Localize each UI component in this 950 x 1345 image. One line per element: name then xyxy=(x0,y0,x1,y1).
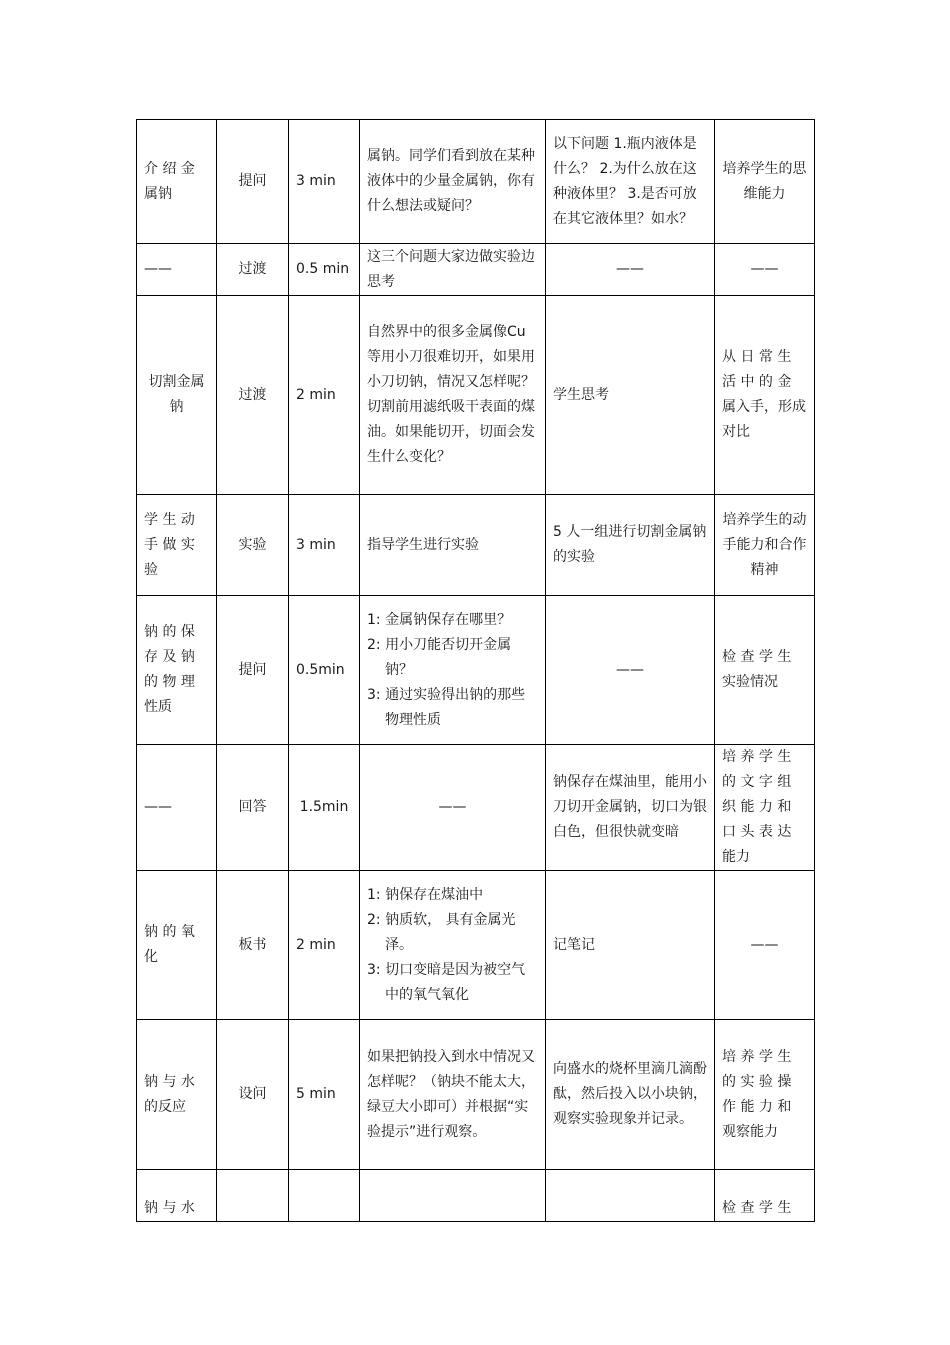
teacher-activity-cell: 如果把钠投入到水中情况又怎样呢？（钠块不能太大，绿豆大小即可）并根据“实验提示”进行观察。 xyxy=(360,1020,546,1170)
table-row xyxy=(137,1170,815,1222)
section-cell: 钠 与 水 的反应 xyxy=(137,1020,217,1170)
table-row xyxy=(137,596,815,745)
student-activity-cell: 5 人一组进行切割金属钠的实验 xyxy=(546,495,715,596)
list-item: 1: 钠保存在煤油中 xyxy=(367,886,484,903)
teacher-activity-cell xyxy=(360,871,546,1020)
section-cell: 学 生 动 手 做 实 验 xyxy=(137,495,217,596)
teacher-activity-cell: —— xyxy=(360,745,546,871)
section-cell: 切割金属钠 xyxy=(137,296,217,495)
goal-cell: 培 养 学 生 的 实 验 操 作 能 力 和 观察能力 xyxy=(715,1020,815,1170)
goal-cell: 培 养 学 生 的 文 字 组 织 能 力 和 口 头 表 达 能力 xyxy=(715,745,815,871)
student-activity-cell: —— xyxy=(546,244,715,296)
step-cell: 板书 xyxy=(217,871,289,1020)
duration-cell: 1.5min xyxy=(289,745,360,871)
table-row xyxy=(137,244,815,296)
step-cell: 实验 xyxy=(217,495,289,596)
teacher-activity-cell: 属钠。同学们看到放在某种液体中的少量金属钠，你有什么想法或疑问？ xyxy=(360,120,546,244)
table-row xyxy=(137,871,815,1020)
table-row xyxy=(137,120,815,244)
list-item: 2: 用小刀能否切开金属钠？ xyxy=(367,636,512,678)
step-cell: 过渡 xyxy=(217,296,289,495)
duration-cell: 2 min xyxy=(289,296,360,495)
section-cell: 介 绍 金 属钠 xyxy=(137,120,217,244)
goal-cell: —— xyxy=(715,871,815,1020)
student-activity-cell: 记笔记 xyxy=(546,871,715,1020)
step-cell: 回答 xyxy=(217,745,289,871)
student-activity-cell xyxy=(546,1170,715,1222)
student-activity-cell: 学生思考 xyxy=(546,296,715,495)
duration-cell: 3 min xyxy=(289,120,360,244)
section-cell: —— xyxy=(137,745,217,871)
list-item: 3: 通过实验得出钠的那些物理性质 xyxy=(367,686,526,728)
section-cell: 钠 的 氧 化 xyxy=(137,871,217,1020)
step-cell xyxy=(217,1170,289,1222)
table-row xyxy=(137,495,815,596)
goal-cell: 培养学生的动手能力和合作精神 xyxy=(715,495,815,596)
step-cell: 提问 xyxy=(217,596,289,745)
duration-cell: 0.5 min xyxy=(289,244,360,296)
section-cell: 钠 与 水 xyxy=(137,1170,217,1222)
section-cell: 钠 的 保 存 及 钠 的 物 理 性质 xyxy=(137,596,217,745)
duration-cell: 5 min xyxy=(289,1020,360,1170)
teacher-activity-cell: 这三个问题大家边做实验边思考 xyxy=(360,244,546,296)
teacher-activity-cell xyxy=(360,596,546,745)
step-cell: 提问 xyxy=(217,120,289,244)
goal-cell: 检 查 学 生 实验情况 xyxy=(715,596,815,745)
goal-cell: 培养学生的思维能力 xyxy=(715,120,815,244)
list-item: 1: 金属钠保存在哪里？ xyxy=(367,611,512,628)
blackboard-list xyxy=(367,883,538,1008)
step-cell: 过渡 xyxy=(217,244,289,296)
table-row xyxy=(137,1020,815,1170)
duration-cell: 3 min xyxy=(289,495,360,596)
student-activity-cell: 向盛水的烧杯里滴几滴酚酞，然后投入以小块钠，观察实验现象并记录。 xyxy=(546,1020,715,1170)
student-activity-cell: 以下问题 1.瓶内液体是什么？ 2.为什么放在这种液体里？ 3.是否可放在其它液体里？如水？ xyxy=(546,120,715,244)
goal-cell: —— xyxy=(715,244,815,296)
duration-cell: 0.5min xyxy=(289,596,360,745)
list-item: 2: 钠质软， 具有金属光泽。 xyxy=(367,911,516,953)
student-activity-cell: 钠保存在煤油里，能用小刀切开金属钠，切口为银白色，但很快就变暗 xyxy=(546,745,715,871)
section-cell: —— xyxy=(137,244,217,296)
list-item: 3: 切口变暗是因为被空气中的氧气氧化 xyxy=(367,961,526,1003)
table-row xyxy=(137,745,815,871)
table-row xyxy=(137,296,815,495)
goal-cell: 从 日 常 生 活 中 的 金 属入手，形成对比 xyxy=(715,296,815,495)
teacher-activity-cell: 指导学生进行实验 xyxy=(360,495,546,596)
student-activity-cell: —— xyxy=(546,596,715,745)
duration-cell: 2 min xyxy=(289,871,360,1020)
step-cell: 设问 xyxy=(217,1020,289,1170)
teacher-activity-cell: 自然界中的很多金属像Cu 等用小刀很难切开，如果用小刀切钠，情况又怎样呢？切割前用滤纸吸干表面的煤油。如果能切开，切面会发生什么变化？ xyxy=(360,296,546,495)
duration-cell xyxy=(289,1170,360,1222)
teacher-activity-cell xyxy=(360,1170,546,1222)
goal-cell: 检 查 学 生 xyxy=(715,1170,815,1222)
question-list xyxy=(367,608,538,733)
lesson-plan-table xyxy=(136,119,815,1222)
